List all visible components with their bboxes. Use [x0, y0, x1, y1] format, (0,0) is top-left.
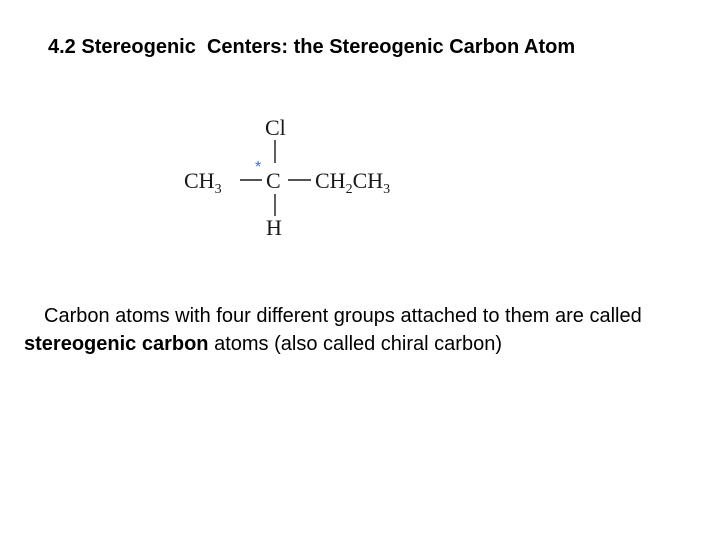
- right-group-subscript-2: 3: [383, 182, 391, 197]
- stereocenter-marker: *: [255, 159, 262, 176]
- right-group-main-1: CH: [315, 168, 346, 193]
- left-group-subscript: 3: [214, 182, 222, 197]
- definition-paragraph: [24, 302, 714, 358]
- right-group-subscript-1: 2: [345, 182, 353, 197]
- bottom-group-label: H: [266, 215, 282, 240]
- right-group-main-2: CH: [352, 168, 384, 193]
- definition-text-start: Carbon atoms with four different groups attached to them are called: [44, 305, 642, 327]
- slide-title: 4.2 Stereogenic Centers: the Stereogenic Carbon Atom: [48, 36, 576, 58]
- definition-text-end: atoms (also called chiral carbon): [208, 333, 502, 355]
- left-group-label: [184, 168, 222, 197]
- structural-formula: [178, 108, 428, 243]
- top-group-label: Cl: [265, 115, 286, 140]
- definition-emphasis: stereogenic carbon: [24, 333, 209, 355]
- left-group-main: CH: [184, 168, 215, 193]
- right-group-label: [315, 168, 390, 197]
- center-atom-label: C: [266, 168, 281, 193]
